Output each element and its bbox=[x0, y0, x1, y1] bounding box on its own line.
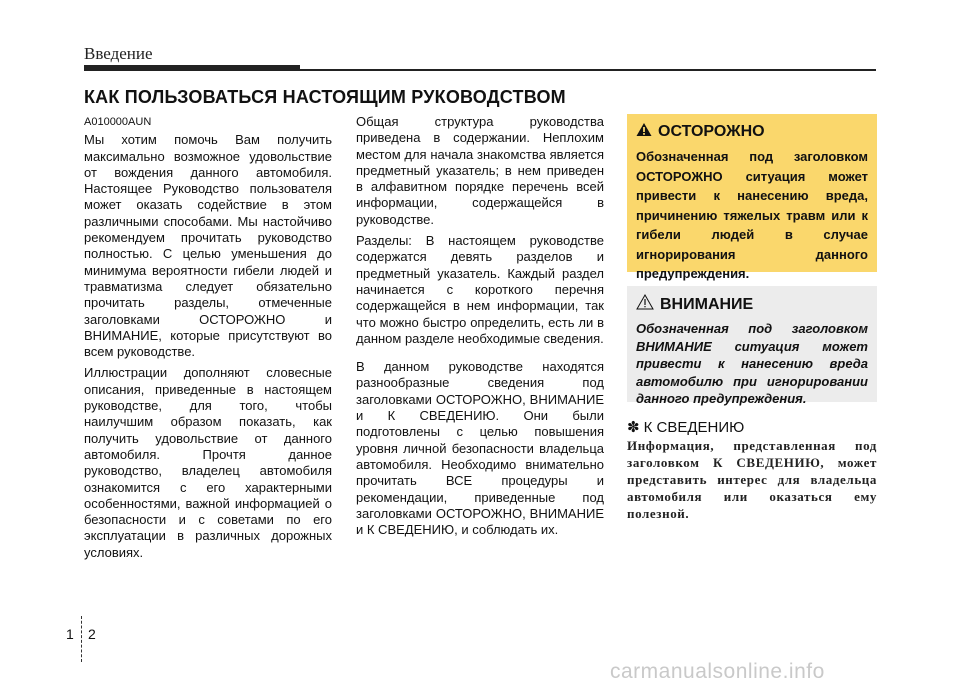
info-star-icon: ✽ bbox=[627, 419, 640, 436]
page-header-title: Введение bbox=[84, 44, 153, 63]
chapter-number: 1 bbox=[66, 626, 74, 642]
caution-triangle-icon bbox=[636, 294, 660, 315]
warning-text: Обозначенная под заголовком ОСТОРОЖНО ситуация может привести к нанесению вреда, причинению тяжелых травм или к гибели людей в случае игнорирования данного предупреждения. bbox=[636, 149, 868, 281]
paragraph: Мы хотим помочь Вам получить максимально возможное удовольствие от вождения данного автомобиля. Настоящее Руководство пользователя может оказать содействие в этом различными способами. Мы настойчиво рекомендуем прочитать руководство полностью. С целью уменьшения до минимума вероятности гибели людей и травматизма следует обязательно прочитать разделы, отмеченные заголовками ОСТОРОЖНО и ВНИМАНИЕ, которые присутствуют во всем руководстве. bbox=[84, 132, 332, 360]
warning-triangle-icon bbox=[636, 122, 658, 142]
watermark: carmanualsonline.info bbox=[610, 660, 825, 683]
warning-heading-row bbox=[636, 122, 868, 142]
warning-box bbox=[627, 114, 877, 281]
warning-heading: ОСТОРОЖНО bbox=[658, 123, 765, 140]
info-heading-row bbox=[627, 418, 744, 436]
section-title: КАК ПОЛЬЗОВАТЬСЯ НАСТОЯЩИМ РУКОВОДСТВОМ bbox=[84, 87, 566, 107]
page-divider bbox=[81, 616, 82, 662]
header-rule-accent bbox=[84, 65, 300, 71]
paragraph: В данном руководстве находятся разнообразные сведения под заголовками ОСТОРОЖНО, ВНИМАНИЕ и К СВЕДЕНИЮ. Они были подготовлены с целью повышения уровня личной безопасности владельца автомобиля. Необходимо внимательно прочитать ВСЕ процедуры и рекомендации, приведенные под заголовками ОСТОРОЖНО, ВНИМАНИЕ и К СВЕДЕНИЮ, и соблюдать их. bbox=[356, 359, 604, 538]
info-heading: К СВЕДЕНИЮ bbox=[643, 418, 745, 436]
paragraph: Разделы: В настоящем руководстве содержатся девять разделов и предметный указатель. Каждый раздел начинается с короткого перечня содержащейся в нем информации, так что можно быстро определить, есть ли в данном разделе необходимые сведения. bbox=[356, 233, 604, 346]
text-column-1 bbox=[84, 114, 332, 566]
caution-box bbox=[627, 286, 877, 406]
info-text: Информация, представленная под заголовком К СВЕДЕНИЮ, может представить интерес для владельца автомобиля или оказаться ему полезной. bbox=[627, 438, 877, 521]
caution-heading-row bbox=[636, 294, 868, 315]
text-column-2 bbox=[356, 114, 604, 543]
caution-heading: ВНИМАНИЕ bbox=[660, 295, 754, 313]
paragraph: Общая структура руководства приведена в содержании. Неплохим местом для начала знакомства является предметный указатель; в нем приведен в алфавитном порядке перечень всей информации, содержащейся в руководстве. bbox=[356, 114, 604, 227]
section-code: A010000AUN bbox=[84, 116, 152, 128]
paragraph: Иллюстрации дополняют словесные описания, приведенные в настоящем руководстве, для того, чтобы наилучшим образом показать, как получить удовольствие от данного автомобиля. Прочтя данное руководство, владелец автомобиля ознакомится с его характерными особенностями, важной информацией о безопасности и с советами по его эксплуатации в различных дорожных условиях. bbox=[84, 365, 332, 560]
caution-text: Обозначенная под заголовком ВНИМАНИЕ ситуация может привести к нанесению вреда автомобилю при игнорировании данного предупреждения. bbox=[636, 321, 868, 406]
page-number: 2 bbox=[88, 626, 96, 642]
